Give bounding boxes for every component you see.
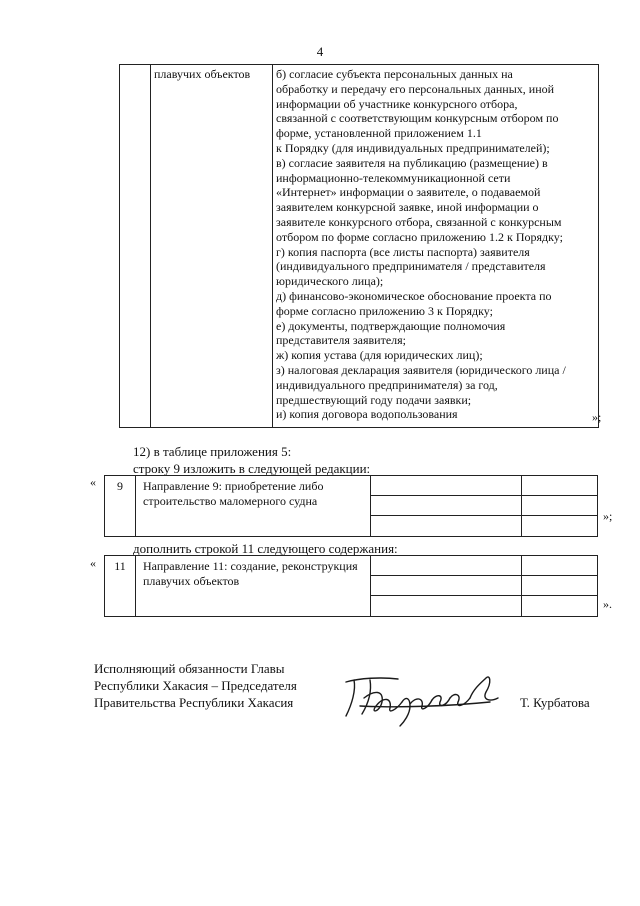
signatory-title	[94, 660, 297, 711]
document-line: г) копия паспорта (все листы паспорта) заявителя	[276, 244, 530, 259]
page-number: 4	[316, 44, 324, 59]
document-line: в) согласие заявителя на публикацию (размещение) в	[276, 155, 548, 170]
table-divider	[370, 575, 597, 576]
table-divider	[370, 476, 371, 536]
document-line: индивидуального предпринимателя) за год,	[276, 377, 498, 392]
document-line: связанной с соответствующим конкурсным отбором по	[276, 111, 559, 126]
document-line: юридического лица);	[276, 274, 384, 289]
table-divider	[135, 476, 136, 536]
row-9-table	[104, 475, 598, 537]
document-line: з) налоговая декларация заявителя (юридического лица /	[276, 362, 566, 377]
document-line: к Порядку (для индивидуальных предпринимателей);	[276, 140, 550, 155]
table-divider	[272, 65, 273, 427]
signatory-title-line: Правительства Республики Хакасия	[94, 695, 294, 710]
handwritten-signature	[340, 668, 520, 728]
paragraph-12-sub: строку 9 изложить в следующей редакции:	[133, 461, 371, 476]
table-divider	[370, 515, 597, 516]
document-line: б) согласие субъекта персональных данных на	[276, 67, 513, 81]
document-line: информации об участнике конкурсного отбора,	[276, 96, 518, 111]
paragraph-add-row: дополнить строкой 11 следующего содержания:	[133, 541, 398, 556]
table-cell-documents	[276, 67, 596, 422]
document-line: ж) копия устава (для юридических лиц);	[276, 348, 483, 363]
closing-quote: ».	[603, 597, 612, 611]
document-line: д) финансово-экономическое обоснование проекта по	[276, 288, 552, 303]
paragraph-12: 12) в таблице приложения 5:	[133, 444, 292, 459]
row-label: Направление 9: приобретение либо строительство маломерного судна	[143, 479, 324, 508]
document-line: форме, установленной приложением 1.1	[276, 126, 482, 141]
document-line: заявителем конкурсной заявке, иной информации о	[276, 200, 539, 215]
document-line: информационно-телекоммуникационной сети	[276, 170, 511, 185]
document-line: форме согласно приложению 3 к Порядку;	[276, 303, 493, 318]
open-quote: «	[90, 556, 96, 570]
document-line: предшествующий году подачи заявки;	[276, 392, 472, 407]
open-quote: «	[90, 475, 96, 489]
table-divider	[370, 495, 597, 496]
document-line: «Интернет» информации о заявителе, о подаваемой	[276, 185, 541, 200]
signatory-title-line: Исполняющий обязанности Главы	[94, 661, 285, 676]
row-11-table	[104, 555, 598, 617]
document-line: отбором по форме согласно приложению 1.2 к Порядку;	[276, 229, 563, 244]
table-divider	[521, 556, 522, 616]
closing-quote: »;	[592, 410, 602, 424]
table-divider	[135, 556, 136, 616]
document-line: обработку и передачу его персональных данных, иной	[276, 81, 555, 96]
row-number: 11	[114, 559, 126, 573]
closing-quote: »;	[603, 509, 613, 523]
document-line: (индивидуального предпринимателя / представителя	[276, 259, 546, 274]
table-divider	[370, 556, 371, 616]
table-cell-direction: плавучих объектов	[154, 67, 251, 81]
document-line: и) копия договора водопользования	[276, 407, 458, 422]
document-line: представителя заявителя;	[276, 333, 406, 348]
criteria-table	[119, 64, 602, 428]
document-line: заявителе конкурсного отбора, связанной с конкурсным	[276, 214, 562, 229]
table-divider	[370, 595, 597, 596]
row-number: 9	[117, 479, 123, 493]
signatory-name: Т. Курбатова	[520, 695, 590, 710]
signatory-title-line: Республики Хакасия – Председателя	[94, 678, 297, 693]
table-divider	[150, 65, 151, 427]
document-line: е) документы, подтверждающие полномочия	[276, 318, 506, 333]
row-label: Направление 11: создание, реконструкция плавучих объектов	[143, 559, 358, 588]
table-divider	[521, 476, 522, 536]
